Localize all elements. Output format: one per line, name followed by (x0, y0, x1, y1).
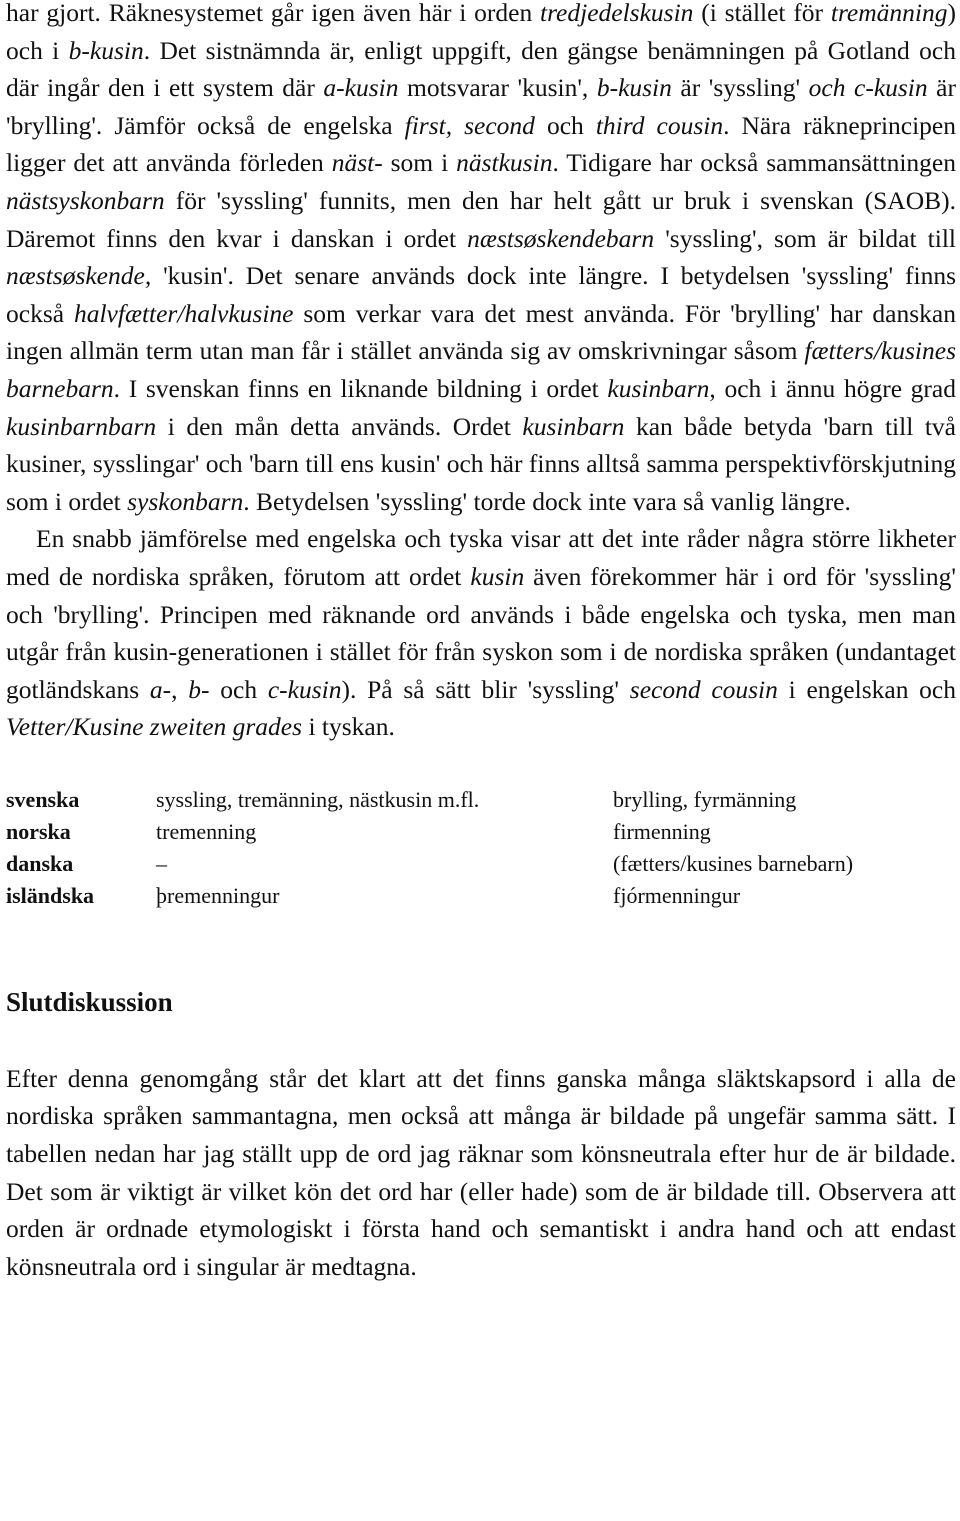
table-row (6, 848, 956, 880)
table-row (6, 880, 956, 912)
section-heading: Slutdiskussion (6, 986, 173, 1017)
table-cell-second-cousin: syssling, tremänning, nästkusin m.fl. (156, 786, 480, 812)
table-cell-second-cousin: þremenningur (156, 882, 280, 908)
table-cell-third-cousin: firmenning (613, 818, 711, 844)
table-row (6, 784, 956, 816)
table-cell-third-cousin: (fætters/kusines barnebarn) (613, 850, 854, 876)
paragraph-2: En snabb jämförelse med engelska och tyska visar att det inte råder några större likheter med de nordiska språken, förutom att ordet kusin även förekommer här i ord för 'syssling' och 'brylling'. Principen med räknande ord används i både engelska och tyska, men man utgår från kusin-generationen i stället för från syskon som i de nordiska språken (undantaget gotländskans a-, b- och c-kusin). På så sätt blir 'syssling' second cousin i engelskan och Vetter/Kusine zweiten grades i tyskan. (6, 524, 957, 742)
table-cell-third-cousin: fjórmenningur (613, 882, 741, 908)
table-row (6, 816, 956, 848)
paragraph-conclusion: Efter denna genomgång står det klart att det finns ganska många släktskapsord i alla de nordiska språken sammantagna, men också att många är bildade på ungefär samma sätt. I tabellen nedan har jag ställt upp de ord jag räknar som könsneutrala efter hur de är bildade. Det som är viktigt är vilket kön det ord har (eller hade) som de är bildade till. Observera att orden är ordnade etymologiskt i första hand och semantiskt i andra hand och att endast könsneutrala ord i singular är medtagna. (6, 1063, 956, 1281)
table-cell-language: svenska (6, 786, 80, 812)
document-page (6, 0, 956, 1285)
table-cell-second-cousin: – (156, 850, 167, 876)
paragraph-1: har gjort. Räknesystemet går igen även här i orden tredjedelskusin (i stället för tremänning) och i b-kusin. Det sistnämnda är, enligt uppgift, den gängse benämningen på Gotland och där ingår den i ett system där a-kusin motsvarar 'kusin', b-kusin är 'syssling' och c-kusin är 'brylling'. Jämför också de engelska first, second och third cousin. Nära räkneprincipen ligger det att använda förleden näst- som i nästkusin. Tidigare har också sammansättningen nästsyskonbarn för 'syssling' funnits, men den har helt gått ur bruk i svenskan (SAOB). Däremot finns den kvar i danskan i ordet næstsøskendebarn 'syssling', som är bildat till næstsøskende, 'kusin'. Det senare används dock inte längre. I betydelsen 'syssling' finns också halvfætter/halvkusine som verkar vara det mest använda. För 'brylling' har danskan ingen allmän term utan man får i stället använda sig av omskrivningar såsom fætters/kusines barnebarn. I svenskan finns en liknande bildning i ordet kusinbarn, och i ännu högre grad kusinbarnbarn i den mån detta används. Ordet kusinbarn kan både betyda 'barn till två kusiner, sysslingar' och 'barn till ens kusin' och här finns alltså samma perspektivförskjutning som i ordet syskonbarn. Betydelsen 'syssling' torde dock inte vara så vanlig längre. (6, 0, 957, 516)
table-cell-language: norska (6, 818, 71, 844)
table-cell-second-cousin: tremenning (156, 818, 257, 844)
table-cell-language: isländska (6, 882, 95, 908)
table-cell-language: danska (6, 850, 74, 876)
table-cell-third-cousin: brylling, fyrmänning (613, 786, 797, 812)
kinship-table (6, 784, 956, 912)
